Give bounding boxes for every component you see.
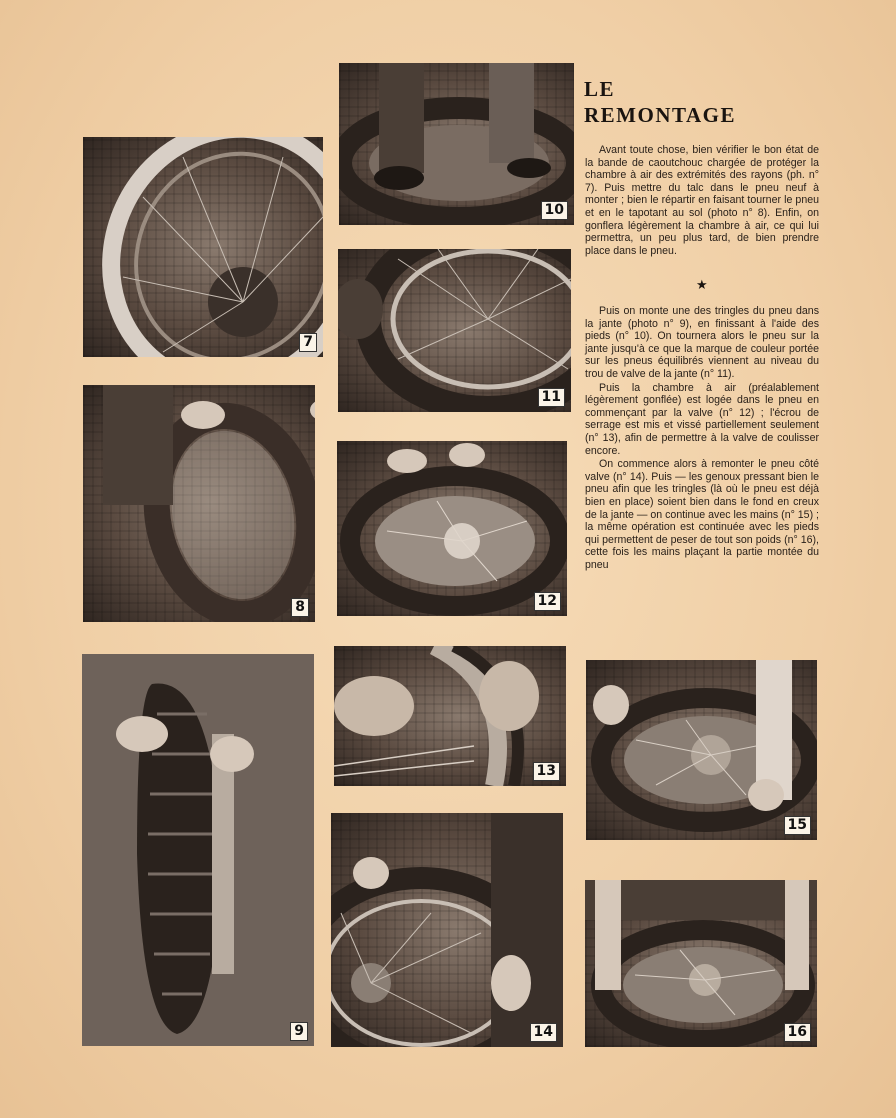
- photo-12: [337, 441, 567, 616]
- photo-13: [334, 646, 566, 786]
- paragraph-1: Avant toute chose, bien vérifier le bon état de la bande de caoutchouc chargée de protéger la chambre à air des extrémités des rayons (ph. n° 7). Puis mettre du talc dans le pneu neuf à monter ; bien le répartir en faisant tourner le pneu et en le tapotant au sol (photo n° 8). Enfin, on gonflera légèrement la chambre à air, ce qui lui permettra, un peu plus tard, de bien prendre place dans le pneu.: [585, 144, 819, 257]
- photo-7: [83, 137, 323, 357]
- photo-number-15: 15: [784, 816, 811, 835]
- feet-press-illustration: [585, 880, 817, 1047]
- photo-number-9: 9: [290, 1022, 308, 1041]
- paragraph-2: Puis on monte une des tringles du pneu dans la jante (photo n° 9), en finissant à l'aide des pieds (n° 10). On tournera alors le pneu sur la jante jusqu'à ce que la marque de couleur portée sur les pneus équilibrés viennent au niveau du trou de valve de la jante (n° 11).: [585, 305, 819, 380]
- photo-number-7: 7: [299, 333, 317, 352]
- knee-press-illustration: [586, 660, 817, 840]
- photo-number-13: 13: [533, 762, 560, 781]
- photo-number-14: 14: [530, 1023, 557, 1042]
- paragraph-4: On commence alors à remonter le pneu côté valve (n° 14). Puis — les genoux pressant bien le pneu afin que les tringles (là où le pneu est déjà bien en place) soient bien dans le fond en creux de la jante — on continue avec les mains (n° 15) ; la même opération est continuée avec les pieds qui permettent de peser de tout son poids (n° 16), cette fois les mains plaçant la partie montée du pneu: [585, 458, 819, 571]
- photo-11: [338, 249, 571, 412]
- article-title: [584, 76, 794, 128]
- title-line-2: REMONTAGE: [584, 103, 736, 127]
- photo-number-8: 8: [291, 598, 309, 617]
- body-text: [585, 305, 819, 572]
- photo-10: [339, 63, 574, 225]
- tire-upright-illustration: [82, 654, 314, 1046]
- paragraph-3: Puis la chambre à air (préalablement légèrement gonflée) est logée dans le pneu en commençant par la valve (n° 12) ; l'écrou de serrage est mis et vissé partiellement seulement (n° 13), afin de permettre à la valve de coulisser encore.: [585, 381, 819, 457]
- photo-8: [83, 385, 315, 622]
- wheel-feet-illustration: [339, 63, 574, 225]
- valve-nut-illustration: [334, 646, 566, 786]
- tube-insert-illustration: [337, 441, 567, 616]
- intro-text: [585, 144, 819, 258]
- photo-number-16: 16: [784, 1023, 811, 1042]
- tire-mount-hands-illustration: [331, 813, 563, 1047]
- photo-14: [331, 813, 563, 1047]
- wheel-rotate-illustration: [338, 249, 571, 412]
- photo-number-12: 12: [534, 592, 561, 611]
- photo-16: [585, 880, 817, 1047]
- wheel-illustration: [83, 137, 323, 357]
- photo-number-10: 10: [541, 201, 568, 220]
- title-line-1: LE: [584, 77, 616, 101]
- photo-9: [82, 654, 314, 1046]
- photo-number-11: 11: [538, 388, 565, 407]
- tire-illustration: [83, 385, 315, 622]
- photo-15: [586, 660, 817, 840]
- separator-star: ★: [696, 278, 708, 293]
